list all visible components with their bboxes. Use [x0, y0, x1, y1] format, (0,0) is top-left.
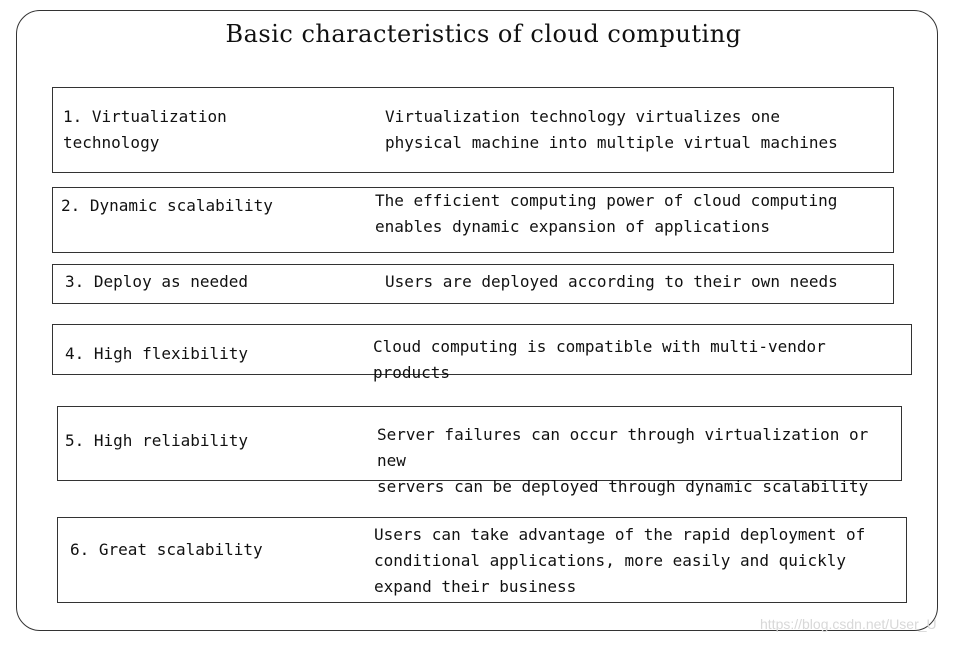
watermark: https://blog.csdn.net/User_U	[760, 616, 937, 632]
row-dynamic-scalability	[52, 187, 894, 253]
row-description: Cloud computing is compatible with multi-vendor products	[373, 337, 826, 382]
diagram-title: Basic characteristics of cloud computing	[225, 20, 742, 48]
row-virtualization	[52, 87, 894, 173]
row-great-scalability	[57, 517, 907, 603]
row-label: 6. Great scalability	[70, 540, 263, 559]
row-description: Users can take advantage of the rapid deployment of conditional applications, more easily and quickly expand their business	[374, 525, 866, 596]
row-label: 5. High reliability	[65, 431, 249, 450]
row-description: The efficient computing power of cloud computing enables dynamic expansion of applications	[375, 191, 838, 236]
row-deploy-as-needed	[52, 264, 894, 304]
row-description: Server failures can occur through virtualization or new servers can be deployed through dynamic scalability	[377, 425, 869, 496]
row-label: 1. Virtualization technology	[63, 107, 227, 152]
row-description: Users are deployed according to their own needs	[385, 272, 838, 291]
row-label: 3. Deploy as needed	[65, 272, 249, 291]
row-high-flexibility	[52, 324, 912, 382]
row-label: 2. Dynamic scalability	[61, 196, 273, 215]
row-label: 4. High flexibility	[65, 344, 249, 363]
row-high-reliability	[57, 406, 902, 496]
row-description: Virtualization technology virtualizes one physical machine into multiple virtual machines	[385, 107, 838, 152]
